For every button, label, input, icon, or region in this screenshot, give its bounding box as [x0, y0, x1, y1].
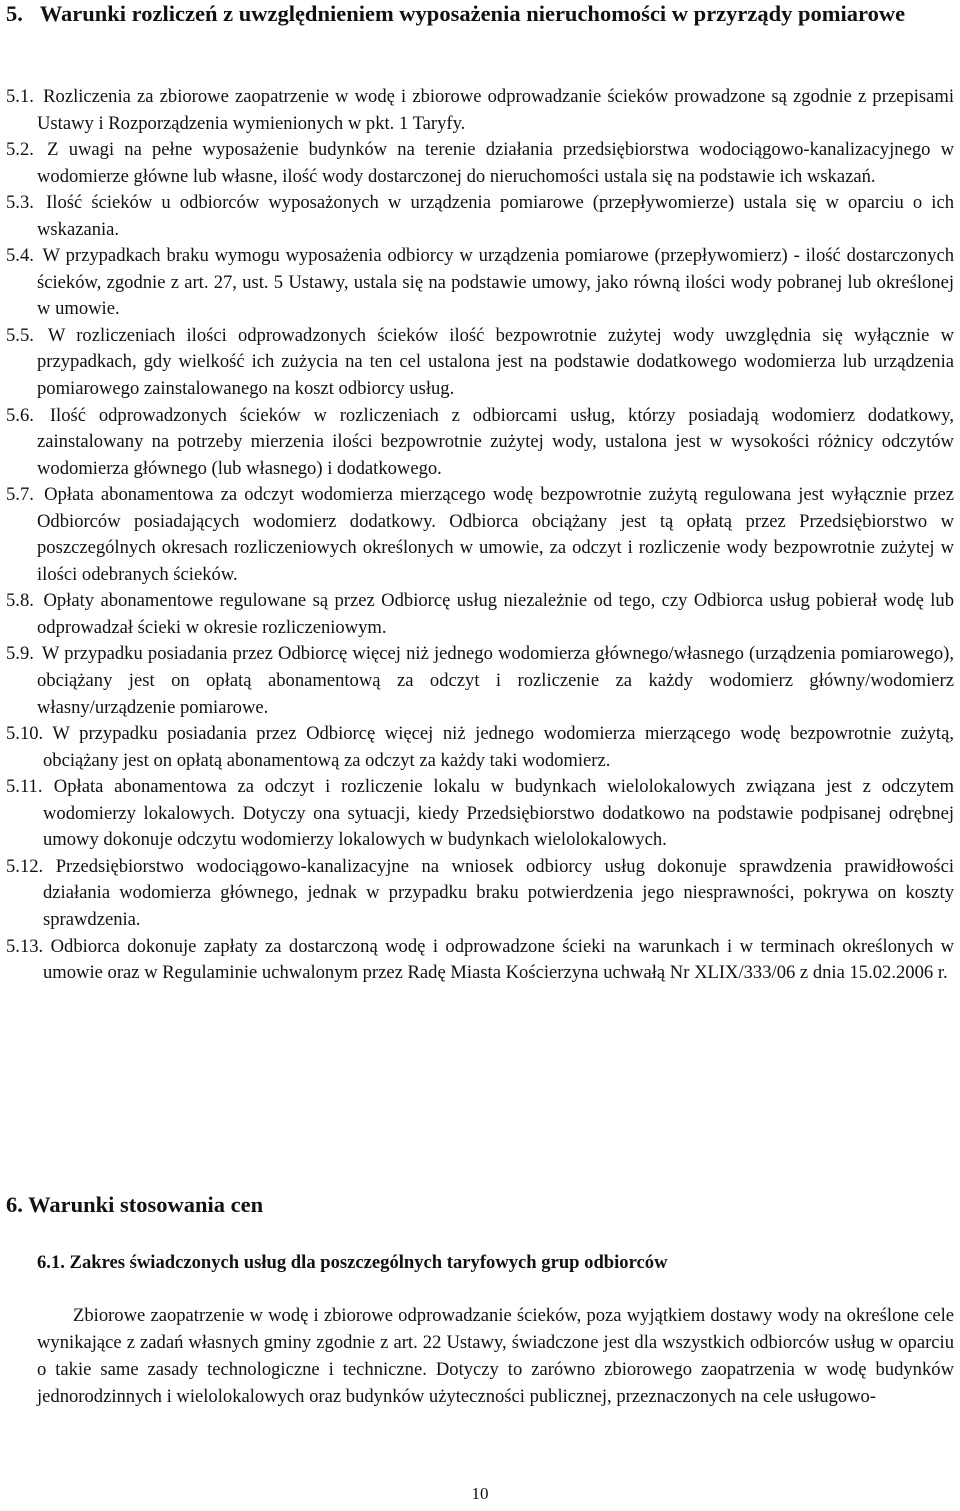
item-text: W przypadkach braku wymogu wyposażenia odbiorcy w urządzenia pomiarowe (przepływomierz) - ilość dostarczonych ścieków, zgodnie z art. 27, ust. 5 Ustawy, ustala się na podstawie umowy, jako równą ilości wody pobranej lub określonej w umowie. [37, 245, 954, 320]
list-item [6, 721, 954, 774]
item-number: 5.1. [6, 86, 34, 107]
item-number: 5.13. [6, 935, 44, 957]
section-5-heading [6, 0, 952, 29]
section-6-heading: 6. Warunki stosowania cen [6, 1192, 264, 1217]
list-item [6, 243, 954, 323]
item-number: 5.11. [6, 776, 43, 798]
list-item [6, 934, 954, 987]
item-number: 5.9. [6, 643, 34, 665]
item-text: W przypadku posiadania przez Odbiorcę więcej niż jednego wodomierza głównego/własnego (urządzenia pomiarowego), obciążany jest on opłatą abonamentową za odczyt i rozliczenie za każdy wodomierz główny/wodomierz własny/urządzenie pomiarowe. [37, 643, 955, 718]
item-text: Przedsiębiorstwo wodociągowo-kanalizacyjne na wniosek odbiorcy usług dokonuje sprawdzenia prawidłowości działania wodomierza głównego, jednak w przypadku braku potwierdzenia jego niesprawności, pokrywa on koszty sprawdzenia. [43, 855, 955, 930]
item-text: Opłaty abonamentowe regulowane są przez Odbiorcę usług niezależnie od tego, czy Odbiorca usług pobierał wodę lub odprowadzał ścieki w okresie rozliczeniowym. [37, 590, 955, 638]
item-text: Ilość odprowadzonych ścieków w rozliczeniach z odbiorcami usług, którzy posiadają wodomierz dodatkowy, zainstalowany na potrzeby mierzenia ilości bezpowrotnie zużytej wody, ustalona jest w wysokości różnicy odczytów wodomierza głównego (lub własnego) i dodatkowego. [37, 404, 954, 479]
list-item [6, 84, 954, 137]
list-item [6, 588, 954, 641]
list-item [6, 323, 954, 403]
item-text: Opłata abonamentowa za odczyt i rozliczenie lokalu w budynkach wielolokalowych związana jest z odczytem wodomierzy lokalowych. Dotyczy ona sytuacji, kiedy Przedsiębiorstwo dodatkowo na podstawie podpisanej odrębnej umowy dokonuje odczytu wodomierzy lokalowych w budynkach wielolokalowych. [43, 776, 954, 851]
section-5-items [6, 84, 954, 987]
item-text: Z uwagi na pełne wyposażenie budynków na terenie działania przedsiębiorstwa wodociągowo-kanalizacyjnego w wodomierze główne lub własne, ilość wody dostarczonej do nieruchomości ustala się na podstawie ich wskazań. [37, 139, 955, 187]
section-5-title: Warunki rozliczeń z uwzględnieniem wyposażenia nieruchomości w przyrządy pomiarowe [39, 1, 906, 26]
section-5-number: 5. [6, 1, 23, 26]
item-text: Ilość ścieków u odbiorców wyposażonych w urządzenia pomiarowe (przepływomierze) ustala się w oparciu o ich wskazania. [37, 192, 954, 240]
item-text: Rozliczenia za zbiorowe zaopatrzenie w wodę i zbiorowe odprowadzanie ścieków prowadzone są zgodnie z przepisami Ustawy i Rozporządzenia wymienionych w pkt. 1 Taryfy. [37, 86, 954, 134]
subsection-6-1-heading: 6.1. Zakres świadczonych usług dla poszczególnych taryfowych grup odbiorców [37, 1252, 668, 1273]
list-item [6, 403, 954, 483]
item-number: 5.7. [6, 484, 34, 506]
list-item [6, 137, 954, 190]
item-number: 5.4. [6, 245, 34, 267]
item-text: Odbiorca dokonuje zapłaty za dostarczoną wodę i odprowadzone ścieki na warunkach i w terminach określonych w umowie oraz w Regulaminie uchwalonym przez Radę Miasta Kościerzyna uchwałą Nr XLIX/333/06 z dnia 15.02.2006 r. [43, 935, 954, 984]
page-number: 10 [471, 1484, 489, 1503]
item-text: W przypadku posiadania przez Odbiorcę więcej niż jednego wodomierza mierzącego wodę bezpowrotnie zużytą, obciążany jest on opłatą abonamentową za odczyt za każdy taki wodomierz. [43, 723, 954, 771]
list-item [6, 190, 954, 243]
item-text: Opłata abonamentowa za odczyt wodomierza mierzącego wodę bezpowrotnie zużytą regulowana jest wyłącznie przez Odbiorców posiadających wodomierz dodatkowy. Odbiorca obciążany jest tą opłatą przez Przedsiębiorstwo w poszczególnych okresach rozliczeniowych określonych w umowie, za odczyt i rozliczenie wody bezpowrotnie zużytej w ilości odebranych ścieków. [37, 484, 954, 585]
list-item [6, 641, 954, 721]
list-item [6, 854, 954, 934]
list-item [6, 774, 954, 854]
item-number: 5.5. [6, 324, 34, 346]
body-paragraph: Zbiorowe zaopatrzenie w wodę i zbiorowe odprowadzanie ścieków, poza wyjątkiem dostawy wody na określone cele wynikające z zadań własnych gminy zgodnie z art. 22 Ustawy, świadczone jest dla wszystkich odbiorców usług w oparciu o takie same zasady technologiczne i techniczne. Dotyczy to zarówno zbiorowego zaopatrzenia w wodę budynków jednorodzinnych i wielolokalowych oraz budynków użyteczności publicznej, przeznaczonych na cele usługowo- [37, 1305, 954, 1407]
item-text: W rozliczeniach ilości odprowadzonych ścieków ilość bezpowrotnie zużytej wody uwzględnia się wyłącznie w przypadkach, gdy wielkość ich zużycia na ten cel ustalona jest na podstawie dodatkowego wodomierza lub urządzenia pomiarowego zainstalowanego na koszt odbiorcy usług. [37, 324, 954, 400]
item-number: 5.10. [6, 723, 44, 745]
list-item [6, 482, 954, 588]
item-number: 5.8. [6, 590, 34, 612]
item-number: 5.12. [6, 855, 44, 877]
item-number: 5.3. [6, 192, 34, 214]
item-number: 5.6. [6, 404, 34, 426]
item-number: 5.2. [6, 139, 34, 161]
